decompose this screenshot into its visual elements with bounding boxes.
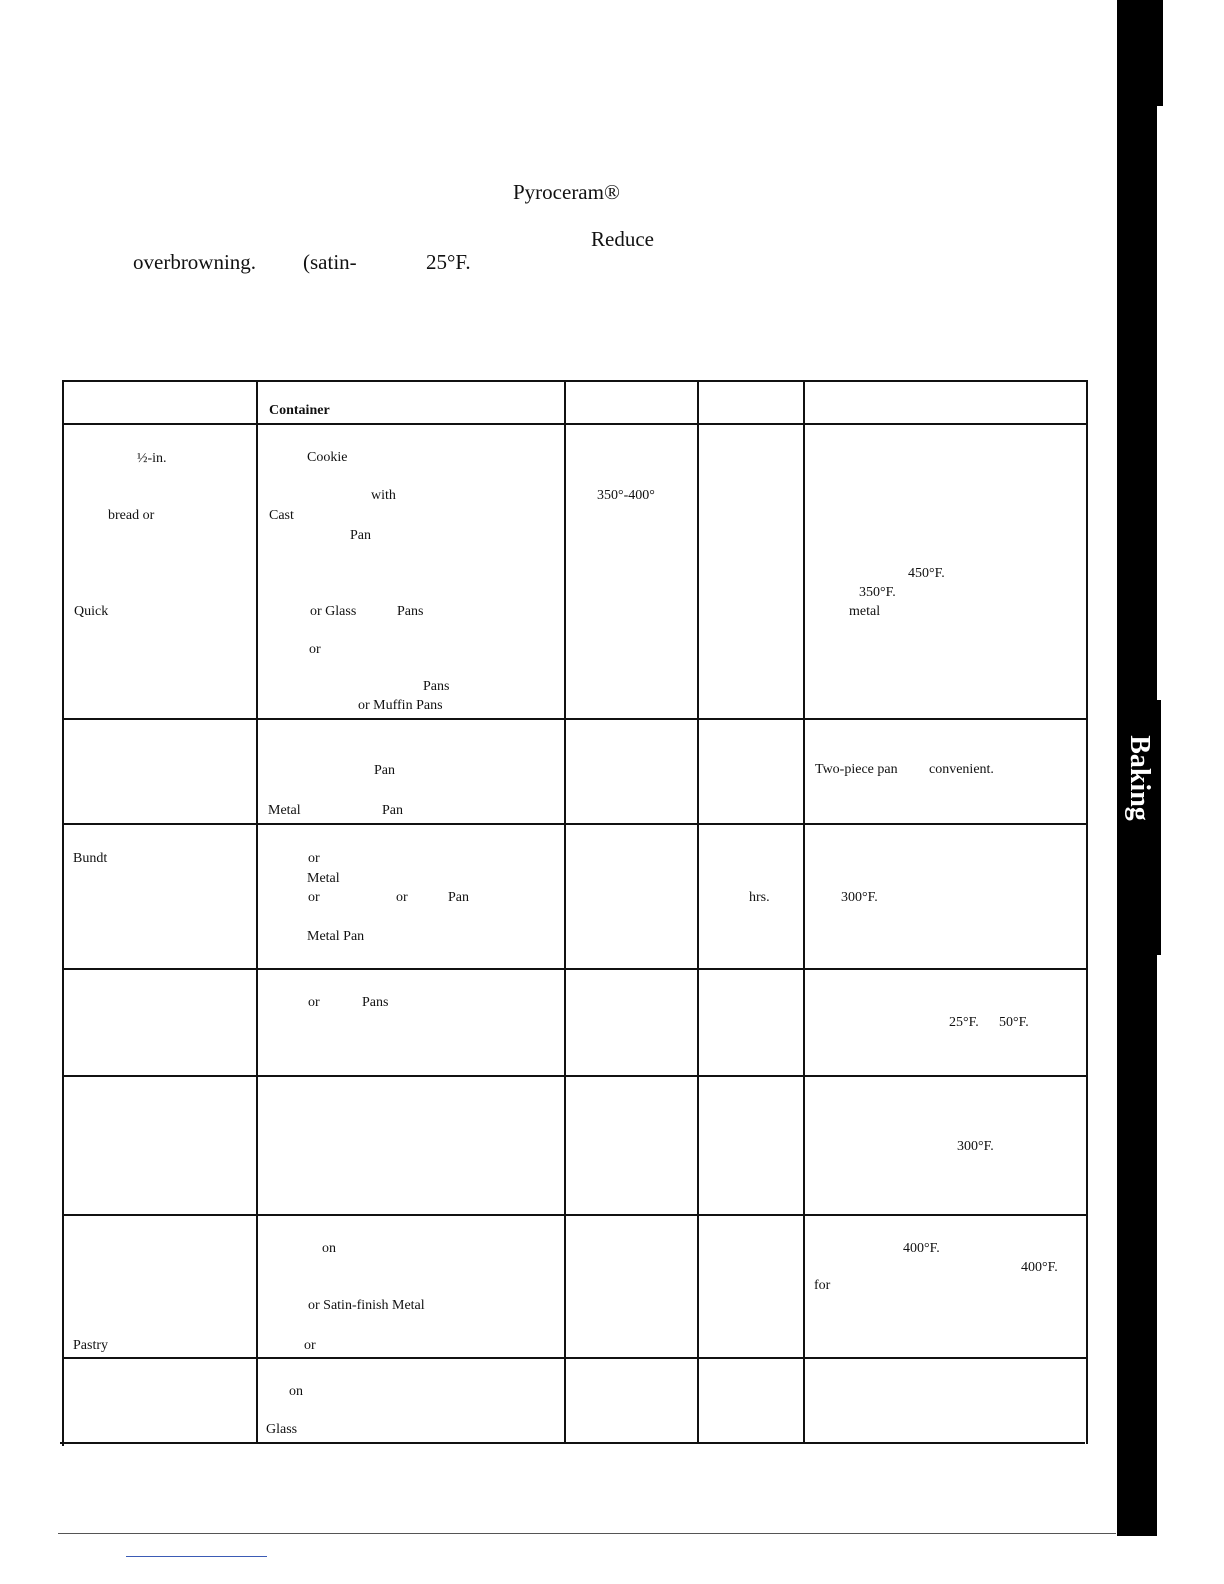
cell-text: 350°-400° bbox=[597, 488, 655, 503]
cell-text: bread or bbox=[108, 508, 155, 523]
footer-rule bbox=[58, 1533, 1116, 1534]
header-container: Container bbox=[269, 403, 330, 418]
cell-text: Quick bbox=[74, 604, 109, 619]
cell-text: Pastry bbox=[73, 1338, 108, 1353]
cell-text: or bbox=[308, 890, 320, 905]
cell-text: Pans bbox=[397, 604, 424, 619]
cell-text: Pan bbox=[382, 803, 403, 818]
cell-text: or Satin-finish Metal bbox=[308, 1298, 425, 1313]
cell-text: 400°F. bbox=[1021, 1260, 1058, 1275]
footer-link-rule bbox=[126, 1556, 267, 1557]
cell-text: convenient. bbox=[929, 762, 994, 777]
cell-text: 400°F. bbox=[903, 1241, 940, 1256]
cell-text: or bbox=[309, 642, 321, 657]
cell-text: 350°F. bbox=[859, 585, 896, 600]
cell-text: 25°F. bbox=[949, 1015, 979, 1030]
intro-temp: 25°F. bbox=[426, 250, 471, 274]
cell-text: 300°F. bbox=[841, 890, 878, 905]
cell-text: Cookie bbox=[307, 450, 348, 465]
cell-text: 300°F. bbox=[957, 1139, 994, 1154]
cell-text: Pan bbox=[350, 528, 371, 543]
cell-text: 50°F. bbox=[999, 1015, 1029, 1030]
cell-text: hrs. bbox=[749, 890, 770, 905]
cell-text: on bbox=[322, 1241, 336, 1256]
cell-text: Bundt bbox=[73, 851, 108, 866]
cell-text: Pan bbox=[374, 763, 395, 778]
cell-text: with bbox=[371, 488, 396, 503]
intro-reduce: Reduce bbox=[591, 227, 654, 251]
cell-text: 450°F. bbox=[908, 566, 945, 581]
cell-text: or Glass bbox=[310, 604, 357, 619]
cell-text: Two-piece pan bbox=[815, 762, 898, 777]
cell-text: Metal Pan bbox=[307, 929, 365, 944]
cell-text: or bbox=[308, 995, 320, 1010]
cell-text: or Muffin Pans bbox=[358, 698, 443, 713]
cell-text: for bbox=[814, 1278, 831, 1293]
cell-text: Metal bbox=[307, 871, 340, 886]
cell-text: Metal bbox=[268, 803, 301, 818]
cell-text: or bbox=[396, 890, 408, 905]
cell-text: Pans bbox=[423, 679, 450, 694]
cell-text: Pan bbox=[448, 890, 469, 905]
cell-text: or bbox=[308, 851, 320, 866]
cell-text: metal bbox=[849, 604, 881, 619]
intro-overbrowning: overbrowning. bbox=[133, 250, 257, 274]
cell-text: Pans bbox=[362, 995, 389, 1010]
cell-text: or bbox=[304, 1338, 316, 1353]
intro-satin: (satin- bbox=[303, 250, 357, 274]
cell-text: Glass bbox=[266, 1422, 298, 1437]
cell-text: Cast bbox=[269, 508, 294, 523]
side-tab-label: Baking bbox=[1124, 735, 1155, 821]
intro-pyroceram: Pyroceram® bbox=[513, 180, 620, 204]
cell-text: ½-in. bbox=[137, 451, 167, 466]
cell-text: on bbox=[289, 1384, 303, 1399]
